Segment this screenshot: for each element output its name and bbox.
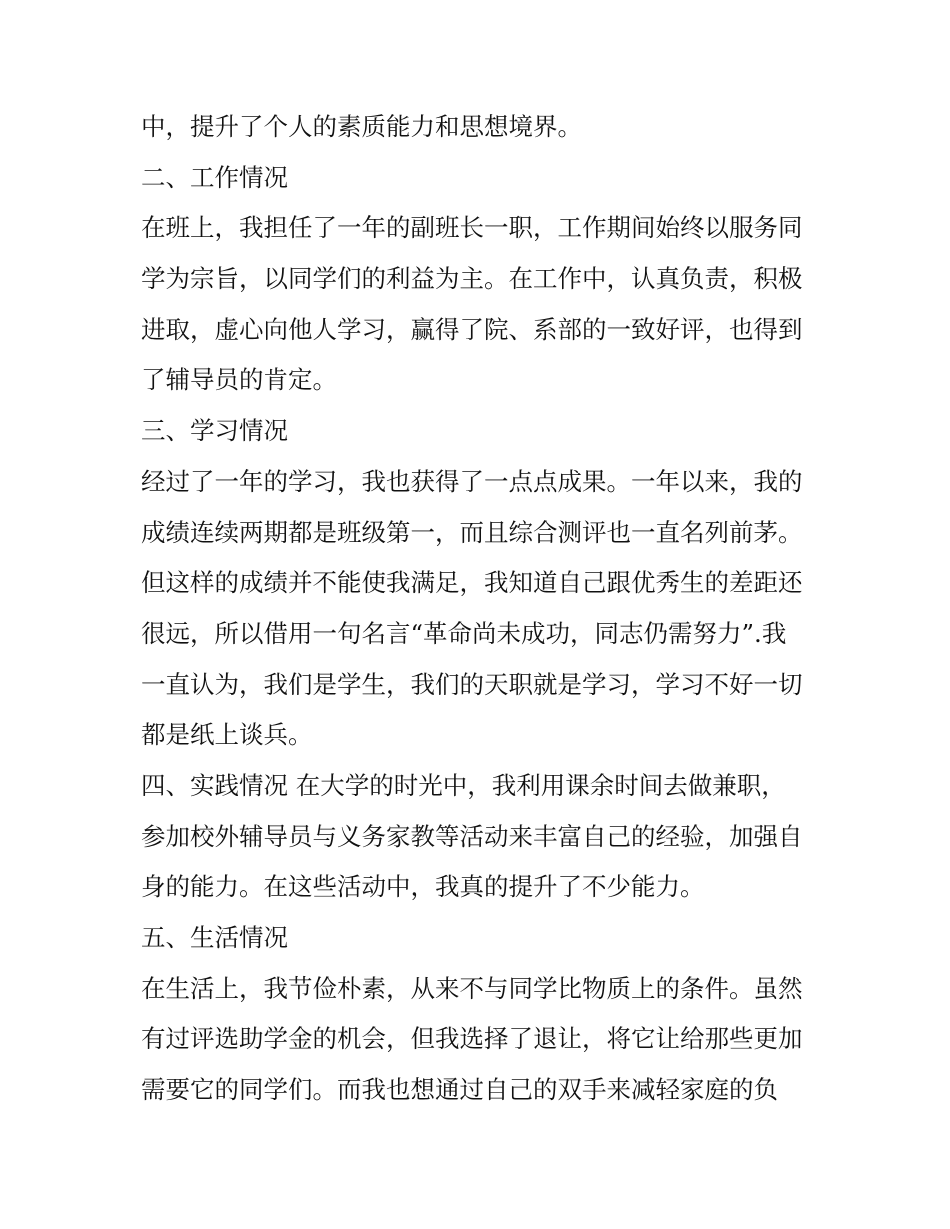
text-line: 很远，所以借用一句名言“革命尚未成功，同志仍需努力”.我 (141, 618, 787, 648)
text-line: 成绩连续两期都是班级第一，而且综合测评也一直名列前茅。 (141, 517, 803, 547)
text-line: 参加校外辅导员与义务家教等活动来丰富自己的经验，加强自 (141, 821, 803, 851)
section-heading-life: 五、生活情况 (141, 923, 288, 952)
text-line: 了辅导员的肯定。 (141, 365, 337, 395)
text-line: 需要它的同学们。而我也想通过自己的双手来减轻家庭的负 (141, 1075, 778, 1105)
section-heading-study: 三、学习情况 (141, 416, 288, 446)
text-line: 一直认为，我们是学生，我们的天职就是学习，学习不好一切 (141, 669, 803, 699)
text-line: 学为宗旨，以同学们的利益为主。在工作中，认真负责，积极 (141, 264, 803, 294)
document-body (141, 108, 831, 1122)
text-line: 进取，虚心向他人学习，赢得了院、系部的一致好评，也得到 (141, 314, 803, 344)
text-line: 在生活上，我节俭朴素，从来不与同学比物质上的条件。虽然 (141, 973, 803, 1003)
text-line: 身的能力。在这些活动中，我真的提升了不少能力。 (141, 872, 705, 902)
text-line: 中，提升了个人的素质能力和思想境界。 (141, 112, 582, 141)
text-line: 经过了一年的学习，我也获得了一点点成果。一年以来，我的 (141, 466, 803, 496)
text-line: 但这样的成绩并不能使我满足，我知道自己跟优秀生的差距还 (141, 568, 803, 598)
section-heading-work: 二、工作情况 (141, 162, 288, 192)
text-line: 都是纸上谈兵。 (141, 720, 313, 750)
section-heading-practice: 四、实践情况 在大学的时光中，我利用课余时间去做兼职， (141, 770, 786, 800)
text-line: 有过评选助学金的机会，但我选择了退让，将它让给那些更加 (141, 1024, 803, 1054)
text-line: 在班上，我担任了一年的副班长一职，工作期间始终以服务同 (141, 213, 803, 243)
